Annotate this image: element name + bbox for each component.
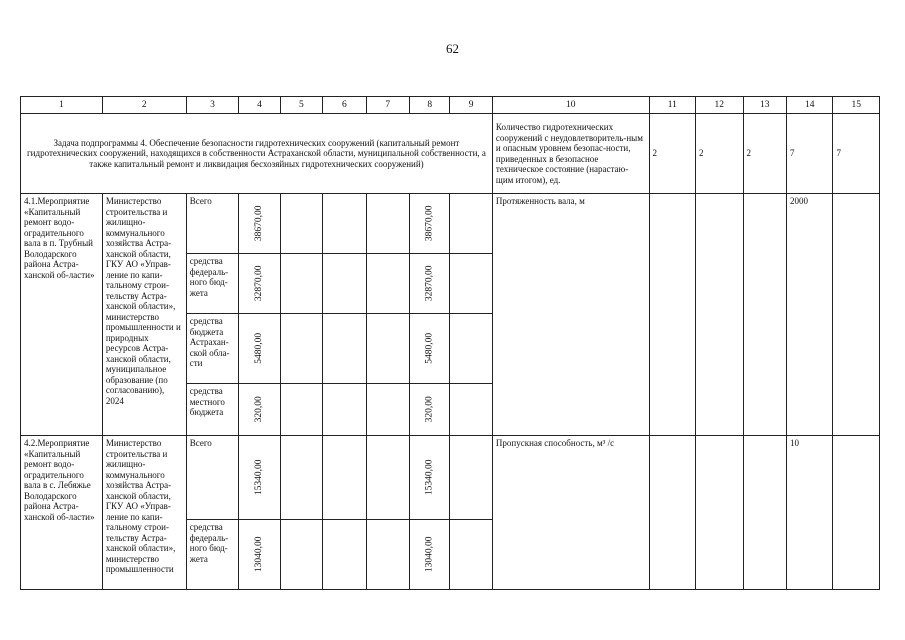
col-header: 3	[186, 97, 239, 114]
task-value-12: 2	[696, 114, 743, 194]
amount-cell	[239, 254, 280, 314]
amount-value: 13040,00	[424, 536, 435, 573]
col-header: 2	[102, 97, 186, 114]
measure-name: 4.1.Мероприятие «Капитальный ремонт водо-оградительного вала в п. Трубный Володарского района Астра-ханской об-ласти»	[21, 194, 103, 436]
amount-cell	[410, 520, 450, 590]
amount-value: 13040,00	[254, 536, 265, 573]
amount-value: 38670,00	[254, 205, 265, 242]
col-header: 9	[450, 97, 492, 114]
amount-value: 32870,00	[424, 265, 435, 302]
funding-source: средства федераль-ного бюд-жета	[186, 520, 239, 590]
amount-cell	[239, 436, 280, 520]
col-header: 11	[649, 97, 695, 114]
col-header: 8	[410, 97, 450, 114]
amount-cell	[410, 254, 450, 314]
amount-cell	[410, 194, 450, 254]
measure-target-value: 10	[786, 436, 832, 590]
col-header: 13	[743, 97, 786, 114]
amount-value: 32870,00	[254, 265, 265, 302]
amount-cell	[239, 194, 280, 254]
amount-cell	[239, 314, 280, 384]
funding-source: средства бюджета Астрахан-ской обла-сти	[186, 314, 239, 384]
amount-value: 15340,00	[254, 459, 265, 496]
amount-cell	[410, 384, 450, 436]
measure-name: 4.2.Мероприятие «Капитальный ремонт водо-оградительного вала в с. Лебяжье Володарского района Астра-ханской об-ласти»	[21, 436, 103, 590]
table-row	[21, 194, 880, 254]
col-header: 10	[492, 97, 649, 114]
measure-indicator: Протяженность вала, м	[492, 194, 649, 436]
funding-source: Всего	[186, 194, 239, 254]
col-header: 1	[21, 97, 103, 114]
col-header: 5	[280, 97, 322, 114]
amount-value: 38670,00	[424, 205, 435, 242]
amount-cell	[410, 314, 450, 384]
page-number: 62	[446, 41, 459, 56]
amount-value: 5480,00	[424, 333, 435, 364]
col-header: 12	[696, 97, 743, 114]
amount-cell	[410, 436, 450, 520]
col-header: 7	[366, 97, 409, 114]
col-header: 15	[833, 97, 880, 114]
measure-executors: Министерство строительства и жилищно-коммунального хозяйства Астра-ханской области, ГКУ АО «Управ-ление по капи-тальному строи-тельству Астра-ханской области», министерство промышленности и природных ресурсов Астра-ханской области, муниципальное образование (по согласованию), 2024	[102, 194, 186, 436]
task-value-13: 2	[743, 114, 786, 194]
col-header: 14	[786, 97, 832, 114]
column-number-row	[21, 97, 880, 114]
task-value-15: 7	[833, 114, 880, 194]
amount-value: 5480,00	[254, 333, 265, 364]
funding-source: средства федераль-ного бюд-жета	[186, 254, 239, 314]
amount-value: 320,00	[424, 396, 435, 423]
measure-executors: Министерство строительства и жилищно-коммунального хозяйства Астра-ханской области, ГКУ АО «Управ-ление по капи-тальному строи-тельству Астра-ханской области», министерство промышленности	[102, 436, 186, 590]
amount-value: 15340,00	[424, 459, 435, 496]
measure-target-value: 2000	[786, 194, 832, 436]
task-value-11: 2	[649, 114, 695, 194]
col-header: 6	[323, 97, 366, 114]
funding-source: Всего	[186, 436, 239, 520]
task-indicator: Количество гидротехнических сооружений с неудовлетворитель-ным и опасным уровнем безопас-ности, приведенных в безопасное техническое состояние (нарастаю-щим итогом), ед.	[492, 114, 649, 194]
table-row	[21, 436, 880, 520]
col-header: 4	[239, 97, 280, 114]
measure-indicator: Пропускная способность, м³ /с	[492, 436, 649, 590]
funding-source: средства местного бюджета	[186, 384, 239, 436]
amount-cell	[239, 520, 280, 590]
amount-cell	[239, 384, 280, 436]
task-title: Задача подпрограммы 4. Обеспечение безопасности гидротехнических сооружений (капитальный ремонт гидротехнических сооружений, находящихся в собственности Астраханской области, муниципальной собственности, а также капитальный ремонт и ликвидация бесхозяйных гидротехнических сооружений)	[21, 114, 493, 194]
amount-value: 320,00	[254, 396, 265, 423]
task-row	[21, 114, 880, 194]
program-table	[20, 96, 880, 590]
task-value-14: 7	[786, 114, 832, 194]
